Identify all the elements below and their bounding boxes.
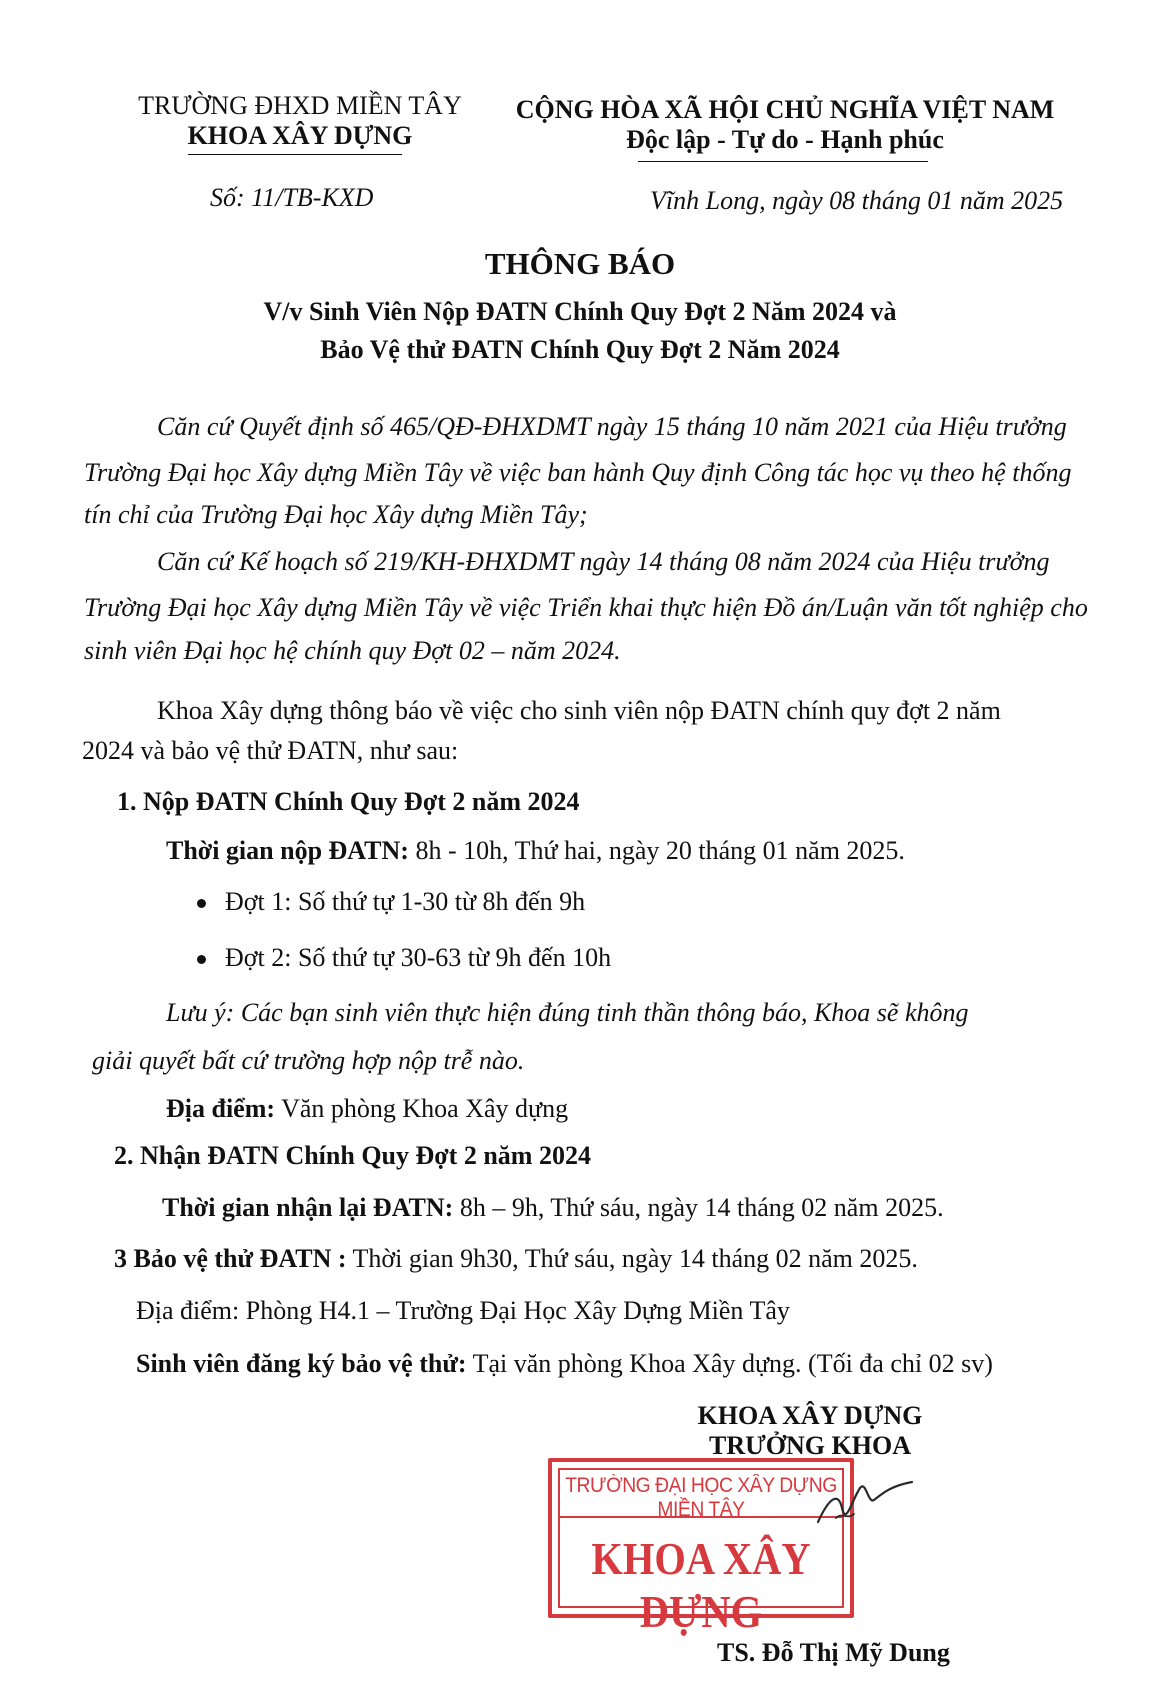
signature-role: TRƯỞNG KHOA — [709, 1431, 911, 1460]
section1-place-label: Địa điểm: — [166, 1094, 276, 1123]
signature-unit: KHOA XÂY DỰNG — [697, 1401, 923, 1430]
bullet-dot — [197, 899, 206, 908]
national-title: CỘNG HÒA XÃ HỘI CHỦ NGHĨA VIỆT NAM — [515, 95, 1055, 124]
institution-name: TRƯỜNG ĐHXD MIỀN TÂY — [138, 91, 462, 120]
section1-bullet-2: Đợt 2: Số thứ tự 30-63 từ 9h đến 10h — [225, 943, 612, 972]
section3-place: Địa điểm: Phòng H4.1 – Trường Đại Học Xây Dựng Miền Tây — [136, 1296, 790, 1325]
document-subject-line2: Bảo Vệ thử ĐATN Chính Quy Đợt 2 Năm 2024 — [320, 335, 840, 364]
section2-heading: 2. Nhận ĐATN Chính Quy Đợt 2 năm 2024 — [114, 1141, 591, 1170]
document-title: THÔNG BÁO — [484, 246, 676, 281]
section2-time-value: 8h – 9h, Thứ sáu, ngày 14 tháng 02 năm 2025. — [453, 1193, 944, 1222]
national-motto: Độc lập - Tự do - Hạnh phúc — [626, 125, 944, 154]
stamp-separator — [560, 1516, 842, 1518]
section3-register — [136, 1349, 993, 1379]
section1-time — [166, 836, 905, 866]
document-date: Vĩnh Long, ngày 08 tháng 01 năm 2025 — [650, 186, 1064, 215]
basis-1-line2: Trường Đại học Xây dựng Miền Tây về việc ban hành Quy định Công tác học vụ theo hệ thống — [84, 458, 1072, 487]
signer-name: TS. Đỗ Thị Mỹ Dung — [717, 1638, 950, 1667]
section3-register-value: Tại văn phòng Khoa Xây dựng. (Tối đa chỉ 02 sv) — [466, 1349, 993, 1378]
faculty-name: KHOA XÂY DỰNG — [187, 121, 413, 150]
section3-line — [114, 1244, 918, 1274]
section1-heading: 1. Nộp ĐATN Chính Quy Đợt 2 năm 2024 — [117, 787, 580, 816]
basis-2-line1: Căn cứ Kế hoạch số 219/KH-ĐHXDMT ngày 14 tháng 08 năm 2024 của Hiệu trưởng — [157, 547, 1050, 576]
basis-1-line1: Căn cứ Quyết định số 465/QĐ-ĐHXDMT ngày 15 tháng 10 năm 2021 của Hiệu trưởng — [157, 412, 1067, 441]
section3-time-value: Thời gian 9h30, Thứ sáu, ngày 14 tháng 02 năm 2025. — [346, 1244, 918, 1273]
intro-line1: Khoa Xây dựng thông báo về việc cho sinh viên nộp ĐATN chính quy đợt 2 năm — [157, 696, 1001, 725]
basis-1-line3: tín chỉ của Trường Đại học Xây dựng Miền Tây; — [84, 500, 588, 529]
faculty-underline — [188, 154, 402, 155]
motto-underline — [638, 161, 928, 162]
bullet-dot — [197, 955, 206, 964]
basis-2-line3: sinh viên Đại học hệ chính quy Đợt 02 – năm 2024. — [84, 636, 621, 665]
document-number: Số: 11/TB-KXD — [210, 183, 374, 212]
section1-time-value: 8h - 10h, Thứ hai, ngày 20 tháng 01 năm 2025. — [408, 836, 905, 865]
stamp-line2: KHOA XÂY DỰNG — [591, 1533, 811, 1637]
intro-line2: 2024 và bảo vệ thử ĐATN, như sau: — [82, 736, 459, 765]
section2-time — [162, 1193, 944, 1223]
section3-heading: 3 Bảo vệ thử ĐATN : — [114, 1244, 347, 1273]
section1-note-line1: Lưu ý: Các bạn sinh viên thực hiện đúng tinh thần thông báo, Khoa sẽ không — [166, 998, 969, 1027]
basis-2-line2: Trường Đại học Xây dựng Miền Tây về việc Triển khai thực hiện Đồ án/Luận văn tốt nghiệp cho — [84, 593, 1088, 622]
document-subject-line1: V/v Sinh Viên Nộp ĐATN Chính Quy Đợt 2 Năm 2024 và — [263, 297, 897, 326]
section3-register-label: Sinh viên đăng ký bảo vệ thử: — [136, 1349, 467, 1378]
handwritten-signature — [808, 1460, 918, 1540]
section1-place — [166, 1094, 568, 1124]
stamp-line1: TRƯỜNG ĐẠI HỌC XÂY DỰNG MIỀN TÂY — [565, 1474, 837, 1521]
section1-place-value: Văn phòng Khoa Xây dựng — [275, 1094, 569, 1123]
section1-time-label: Thời gian nộp ĐATN: — [166, 836, 409, 865]
section1-note-line2: giải quyết bất cứ trường hợp nộp trễ nào. — [92, 1046, 525, 1075]
section2-time-label: Thời gian nhận lại ĐATN: — [162, 1193, 454, 1222]
section1-bullet-1: Đợt 1: Số thứ tự 1-30 từ 8h đến 9h — [225, 887, 586, 916]
